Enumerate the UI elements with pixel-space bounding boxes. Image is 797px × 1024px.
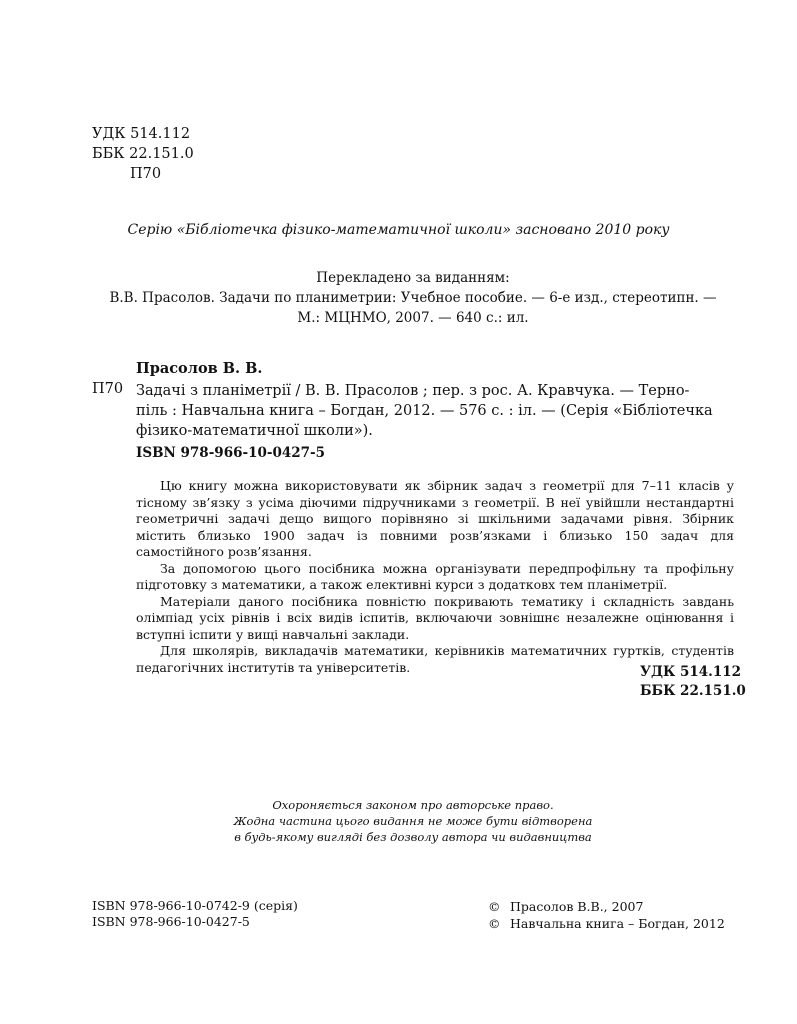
copyright-notice-line: в будь-якому вигляді без дозволу автора чи видавництва <box>234 830 592 844</box>
annotation <box>136 478 734 676</box>
annotation-paragraph: За допомогою цього посібника можна організувати передпрофільну та профільну підготовку з математики, а також елективні курси з додатковх тем планіметрії. <box>136 560 734 592</box>
record-line: Задачі з планіметрії / В. В. Прасолов ; пер. з рос. А. Кравчука. — Терно- <box>136 383 690 399</box>
translated-from-line: В.В. Прасолов. Задачи по планиметрии: Учебное пособие. — 6-е изд., стереотипн. — <box>109 290 717 306</box>
classification-bottom <box>640 663 746 701</box>
annotation-paragraph: Матеріали даного посібника повністю покривають тематику і складність завдань олімпіад усіх рівнів і всіх видів іспитів, включаючи зовнішнє незалежне оцінювання і вступні іспити у вищі навчальні заклади. <box>136 593 734 642</box>
udk-code-bottom: УДК 514.112 <box>640 664 741 680</box>
isbn-list <box>92 898 298 930</box>
record-code: П70 <box>92 381 124 397</box>
copyright-author-line <box>488 898 725 915</box>
bbk-code: ББК 22.151.0 <box>92 146 194 162</box>
copyright-symbol: © <box>488 916 501 931</box>
copyright-holders <box>488 898 725 932</box>
classification-block <box>92 124 194 184</box>
translated-from-line: М.: МЦНМО, 2007. — 640 с.: ил. <box>297 310 529 326</box>
record-isbn: ISBN 978-966-10-0427-5 <box>136 445 326 461</box>
bibliographic-record <box>136 381 734 441</box>
record-author: Прасолов В. В. <box>136 360 263 377</box>
translated-from <box>80 268 746 328</box>
copyright-notice <box>0 797 797 845</box>
annotation-paragraph: Цю книгу можна використовувати як збірник задач з геометрії для 7–11 класів у тісному зв’язку з усіма діючими підручниками з геометрії. В неї увійшли нестандартні геометричні задачі дещо вищого порівняно зі шкільними задачами рівня. Збірник містить близько 1900 задач із повними розв’язками і близько 150 задач для самостійного розв’язання. <box>136 478 734 559</box>
copyright-author: Прасолов В.В., 2007 <box>510 899 644 914</box>
copyright-publisher: Навчальна книга – Богдан, 2012 <box>510 916 725 931</box>
record-line: піль : Навчальна книга – Богдан, 2012. — 576 с. : іл. — (Серія «Бібліотечка <box>136 403 713 419</box>
isbn-series: ISBN 978-966-10-0742-9 (серія) <box>92 898 298 913</box>
copyright-notice-line: Жодна частина цього видання не може бути відтворена <box>233 814 593 828</box>
isbn-book: ISBN 978-966-10-0427-5 <box>92 914 250 929</box>
bbk-code-bottom: ББК 22.151.0 <box>640 683 746 699</box>
series-note: Серію «Бібліотечка фізико-математичної школи» засновано 2010 року <box>127 222 670 238</box>
copyright-notice-line: Охороняється законом про авторське право. <box>272 798 554 812</box>
copyright-publisher-line <box>488 915 725 932</box>
author-mark: П70 <box>130 166 162 182</box>
translated-from-line: Перекладено за виданням: <box>316 270 510 286</box>
annotation-paragraph: Для школярів, викладачів математики, керівників математичних гуртків, студентів педагогічних інститутів та університетів. <box>136 643 734 675</box>
copyright-symbol: © <box>488 899 501 914</box>
udk-code: УДК 514.112 <box>92 126 191 142</box>
record-line: фізико-математичної школи»). <box>136 423 373 439</box>
